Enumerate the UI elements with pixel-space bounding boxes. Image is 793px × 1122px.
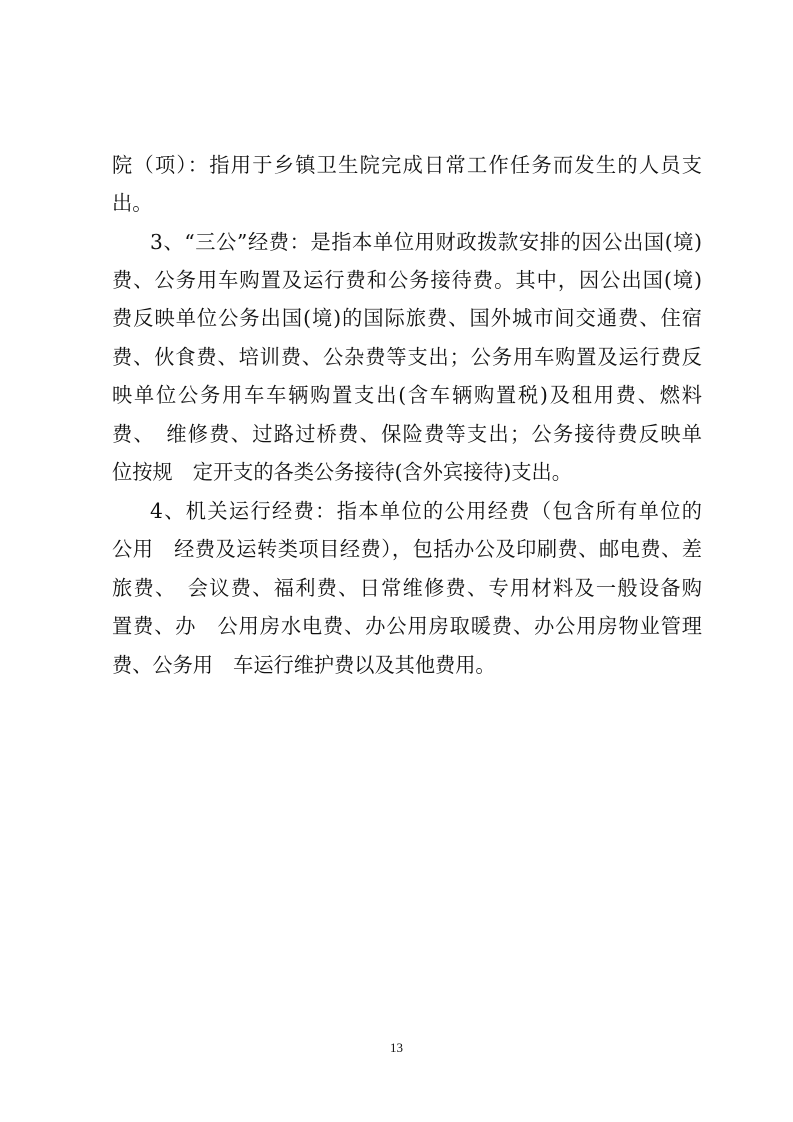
text-line: 映单位公务用车车辆购置支出(含车辆购置税)及租用费、燃料: [112, 383, 702, 407]
text-line: 费反映单位公务出国(境)的国际旅费、国外城市间交通费、住宿: [112, 306, 702, 330]
page-number: 13: [390, 1040, 403, 1055]
text-line: 院（项）：指用于乡镇卫生院完成日常工作任务而发生的人员支: [112, 153, 702, 177]
text-line: 费、伙食费、培训费、公杂费等支出；公务用车购置及运行费反: [112, 345, 702, 369]
text-line: 位按规 定开支的各类公务接待(含外宾接待)支出。: [112, 460, 572, 484]
text-line: 公用 经费及运转类项目经费），包括办公及印刷费、邮电费、差: [112, 537, 702, 561]
text-line: 费、公务用车购置及运行费和公务接待费。其中，因公出国(境): [112, 268, 702, 292]
paragraph-3-start: 3、“三公”经费：是指本单位用财政拨款安排的因公出国(境): [150, 230, 702, 254]
text-line: 置费、办 公用房水电费、办公用房取暖费、办公用房物业管理: [112, 614, 702, 638]
paragraph-4-start: 4、机关运行经费：指本单位的公用经费（包含所有单位的: [150, 499, 702, 523]
text-line: 费、公务用 车运行维护费以及其他费用。: [112, 653, 496, 677]
text-line: 费、 维修费、过路过桥费、保险费等支出；公务接待费反映单: [112, 422, 702, 446]
text-line: 出。: [112, 191, 153, 215]
text-line: 旅费、 会议费、福利费、日常维修费、专用材料及一般设备购: [112, 576, 702, 600]
